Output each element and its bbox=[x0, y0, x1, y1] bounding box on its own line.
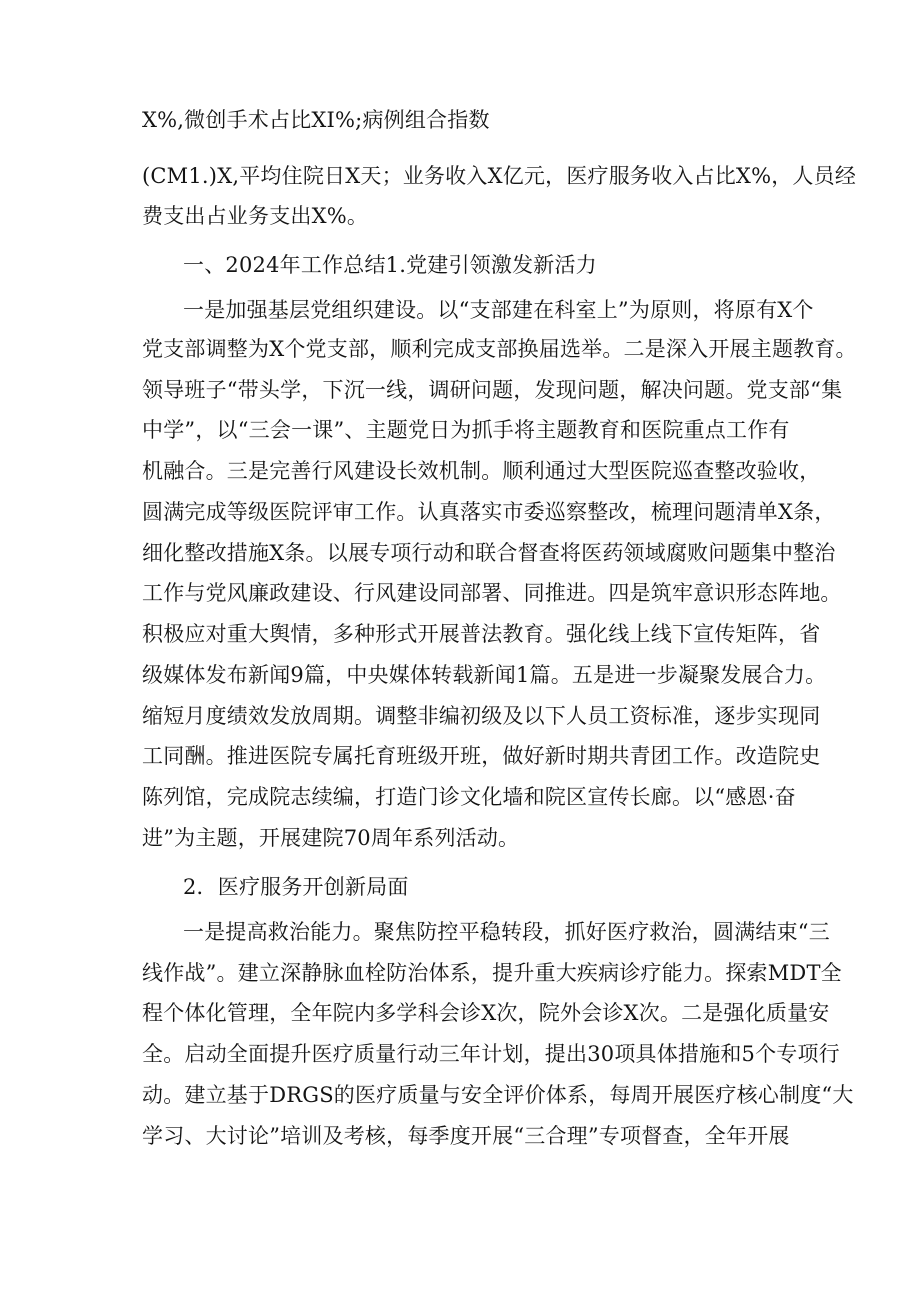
text-line: 细化整改措施X条。以展专项行动和联合督查将医药领域腐败问题集中整治 bbox=[142, 541, 836, 565]
text-line: 全。启动全面提升医疗质量行动三年计划，提出30项具体措施和5个专项行 bbox=[142, 1042, 840, 1066]
text-line: 动。建立基于DRGS的医疗质量与安全评价体系，每周开展医疗核心制度“大 bbox=[142, 1083, 854, 1107]
text-line: 级媒体发布新闻9篇，中央媒体转载新闻1篇。五是进一步凝聚发展合力。 bbox=[142, 663, 827, 687]
text-line: (CM1.)X,平均住院日X天；业务收入X亿元，医疗服务收入占比X%，人员经 bbox=[142, 164, 857, 188]
text-line: 党支部调整为X个党支部，顺利完成支部换届选举。二是深入开展主题教育。 bbox=[142, 337, 857, 361]
text-line: 机融合。三是完善行风建设长效机制。顺利通过大型医院巡查整改验收， bbox=[142, 459, 821, 483]
text-line: 学习、大讨论”培训及考核，每季度开展“三合理”专项督查，全年开展 bbox=[142, 1124, 790, 1148]
text-line: 一是加强基层党组织建设。以“支部建在科室上”为原则，将原有X个 bbox=[183, 298, 814, 322]
text-line: 陈列馆，完成院志续编，打造门诊文化墙和院区宣传长廊。以“感恩·奋 bbox=[142, 785, 796, 809]
text-line: 进”为主题，开展建院70周年系列活动。 bbox=[142, 826, 520, 850]
text-line: 圆满完成等级医院评审工作。认真落实市委巡察整改，梳理问题清单X条， bbox=[142, 500, 836, 524]
text-line: 线作战”。建立深静脉血栓防治体系，提升重大疾病诊疗能力。探索MDT全 bbox=[142, 961, 842, 985]
text-line: 程个体化管理，全年院内多学科会诊X次，院外会诊X次。二是强化质量安 bbox=[142, 1001, 830, 1025]
text-line: 一是提高救治能力。聚焦防控平稳转段，抓好医疗救治，圆满结束“三 bbox=[183, 920, 830, 944]
section-heading: 2．医疗服务开创新局面 bbox=[183, 875, 409, 899]
text-line: 费支出占业务支出X%。 bbox=[142, 204, 369, 228]
text-line: 缩短月度绩效发放周期。调整非编初级及以下人员工资标准，逐步实现同 bbox=[142, 704, 821, 728]
text-line: X%,微创手术占比XI%;病例组合指数 bbox=[142, 108, 490, 132]
text-line: 中学”，以“三会一课”、主题党日为抓手将主题教育和医院重点工作有 bbox=[142, 418, 790, 442]
text-line: 工同酬。推进医院专属托育班级开班，做好新时期共青团工作。改造院史 bbox=[142, 744, 821, 768]
text-line: 工作与党风廉政建设、行风建设同部署、同推进。四是筑牢意识形态阵地。 bbox=[142, 581, 842, 605]
text-line: 领导班子“带头学，下沉一线，调研问题，发现问题，解决问题。党支部“集 bbox=[142, 378, 843, 402]
section-heading: 一、2024年工作总结1.党建引领激发新活力 bbox=[183, 253, 597, 277]
text-line: 积极应对重大舆情，多种形式开展普法教育。强化线上线下宣传矩阵，省 bbox=[142, 622, 821, 646]
